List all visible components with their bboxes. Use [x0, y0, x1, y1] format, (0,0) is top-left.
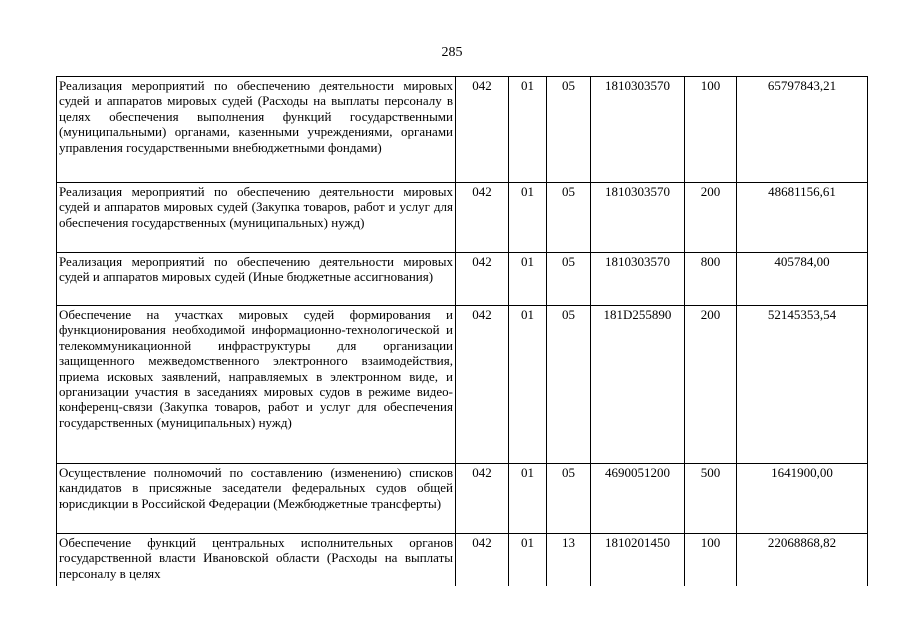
- subsection-code: 05: [547, 253, 591, 306]
- target-article-code: 1810303570: [591, 183, 685, 253]
- subsection-code: 05: [547, 306, 591, 464]
- budget-table-body: [57, 77, 868, 586]
- subsection-code: 13: [547, 534, 591, 586]
- expense-type-code: 500: [685, 464, 737, 534]
- page-number: 285: [441, 45, 463, 60]
- row-description: Реализация мероприятий по обеспечению деятельности мировых судей и аппаратов мировых судей (Закупка товаров, работ и услуг для обеспечения государственных (муниципальных) нужд): [57, 183, 456, 253]
- ministry-code: 042: [456, 306, 509, 464]
- section-code: 01: [509, 534, 547, 586]
- table-row: [57, 534, 868, 586]
- section-code: 01: [509, 253, 547, 306]
- row-description: Обеспечение функций центральных исполнительных органов государственной власти Ивановской области (Расходы на выплаты персоналу в целях: [57, 534, 456, 586]
- expense-type-code: 800: [685, 253, 737, 306]
- target-article-code: 1810303570: [591, 77, 685, 183]
- expense-type-code: 100: [685, 77, 737, 183]
- budget-table: [56, 76, 868, 586]
- table-row: [57, 464, 868, 534]
- target-article-code: 1810201450: [591, 534, 685, 586]
- target-article-code: 1810303570: [591, 253, 685, 306]
- ministry-code: 042: [456, 464, 509, 534]
- ministry-code: 042: [456, 77, 509, 183]
- amount: 65797843,21: [737, 77, 868, 183]
- target-article-code: 4690051200: [591, 464, 685, 534]
- ministry-code: 042: [456, 253, 509, 306]
- amount: 405784,00: [737, 253, 868, 306]
- row-description: Обеспечение на участках мировых судей формирования и функционирования необходимой информационно-технологической и телекоммуникационной инфраструктуры для организации защищенного межведомственного электронного взаимодействия, приема исковых заявлений, направляемых в электронном виде, и организации участия в заседаниях мировых судов в режиме видео-конференц-связи (Закупка товаров, работ и услуг для обеспечения государственных (муниципальных) нужд): [57, 306, 456, 464]
- ministry-code: 042: [456, 183, 509, 253]
- subsection-code: 05: [547, 183, 591, 253]
- section-code: 01: [509, 464, 547, 534]
- row-description: Реализация мероприятий по обеспечению деятельности мировых судей и аппаратов мировых судей (Расходы на выплаты персоналу в целях обеспечения выполнения функций государственными (муниципальными) органами, казенными учреждениями, органами управления государственными внебюджетными фондами): [57, 77, 456, 183]
- subsection-code: 05: [547, 77, 591, 183]
- amount: 22068868,82: [737, 534, 868, 586]
- target-article-code: 181D255890: [591, 306, 685, 464]
- amount: 48681156,61: [737, 183, 868, 253]
- subsection-code: 05: [547, 464, 591, 534]
- amount: 52145353,54: [737, 306, 868, 464]
- section-code: 01: [509, 306, 547, 464]
- table-row: [57, 306, 868, 464]
- expense-type-code: 200: [685, 306, 737, 464]
- row-description: Осуществление полномочий по составлению (изменению) списков кандидатов в присяжные заседатели федеральных судов общей юрисдикции в Российской Федерации (Межбюджетные трансферты): [57, 464, 456, 534]
- section-code: 01: [509, 183, 547, 253]
- section-code: 01: [509, 77, 547, 183]
- ministry-code: 042: [456, 534, 509, 586]
- expense-type-code: 100: [685, 534, 737, 586]
- row-description: Реализация мероприятий по обеспечению деятельности мировых судей и аппаратов мировых судей (Иные бюджетные ассигнования): [57, 253, 456, 306]
- table-row: [57, 77, 868, 183]
- table-row: [57, 253, 868, 306]
- amount: 1641900,00: [737, 464, 868, 534]
- table-row: [57, 183, 868, 253]
- expense-type-code: 200: [685, 183, 737, 253]
